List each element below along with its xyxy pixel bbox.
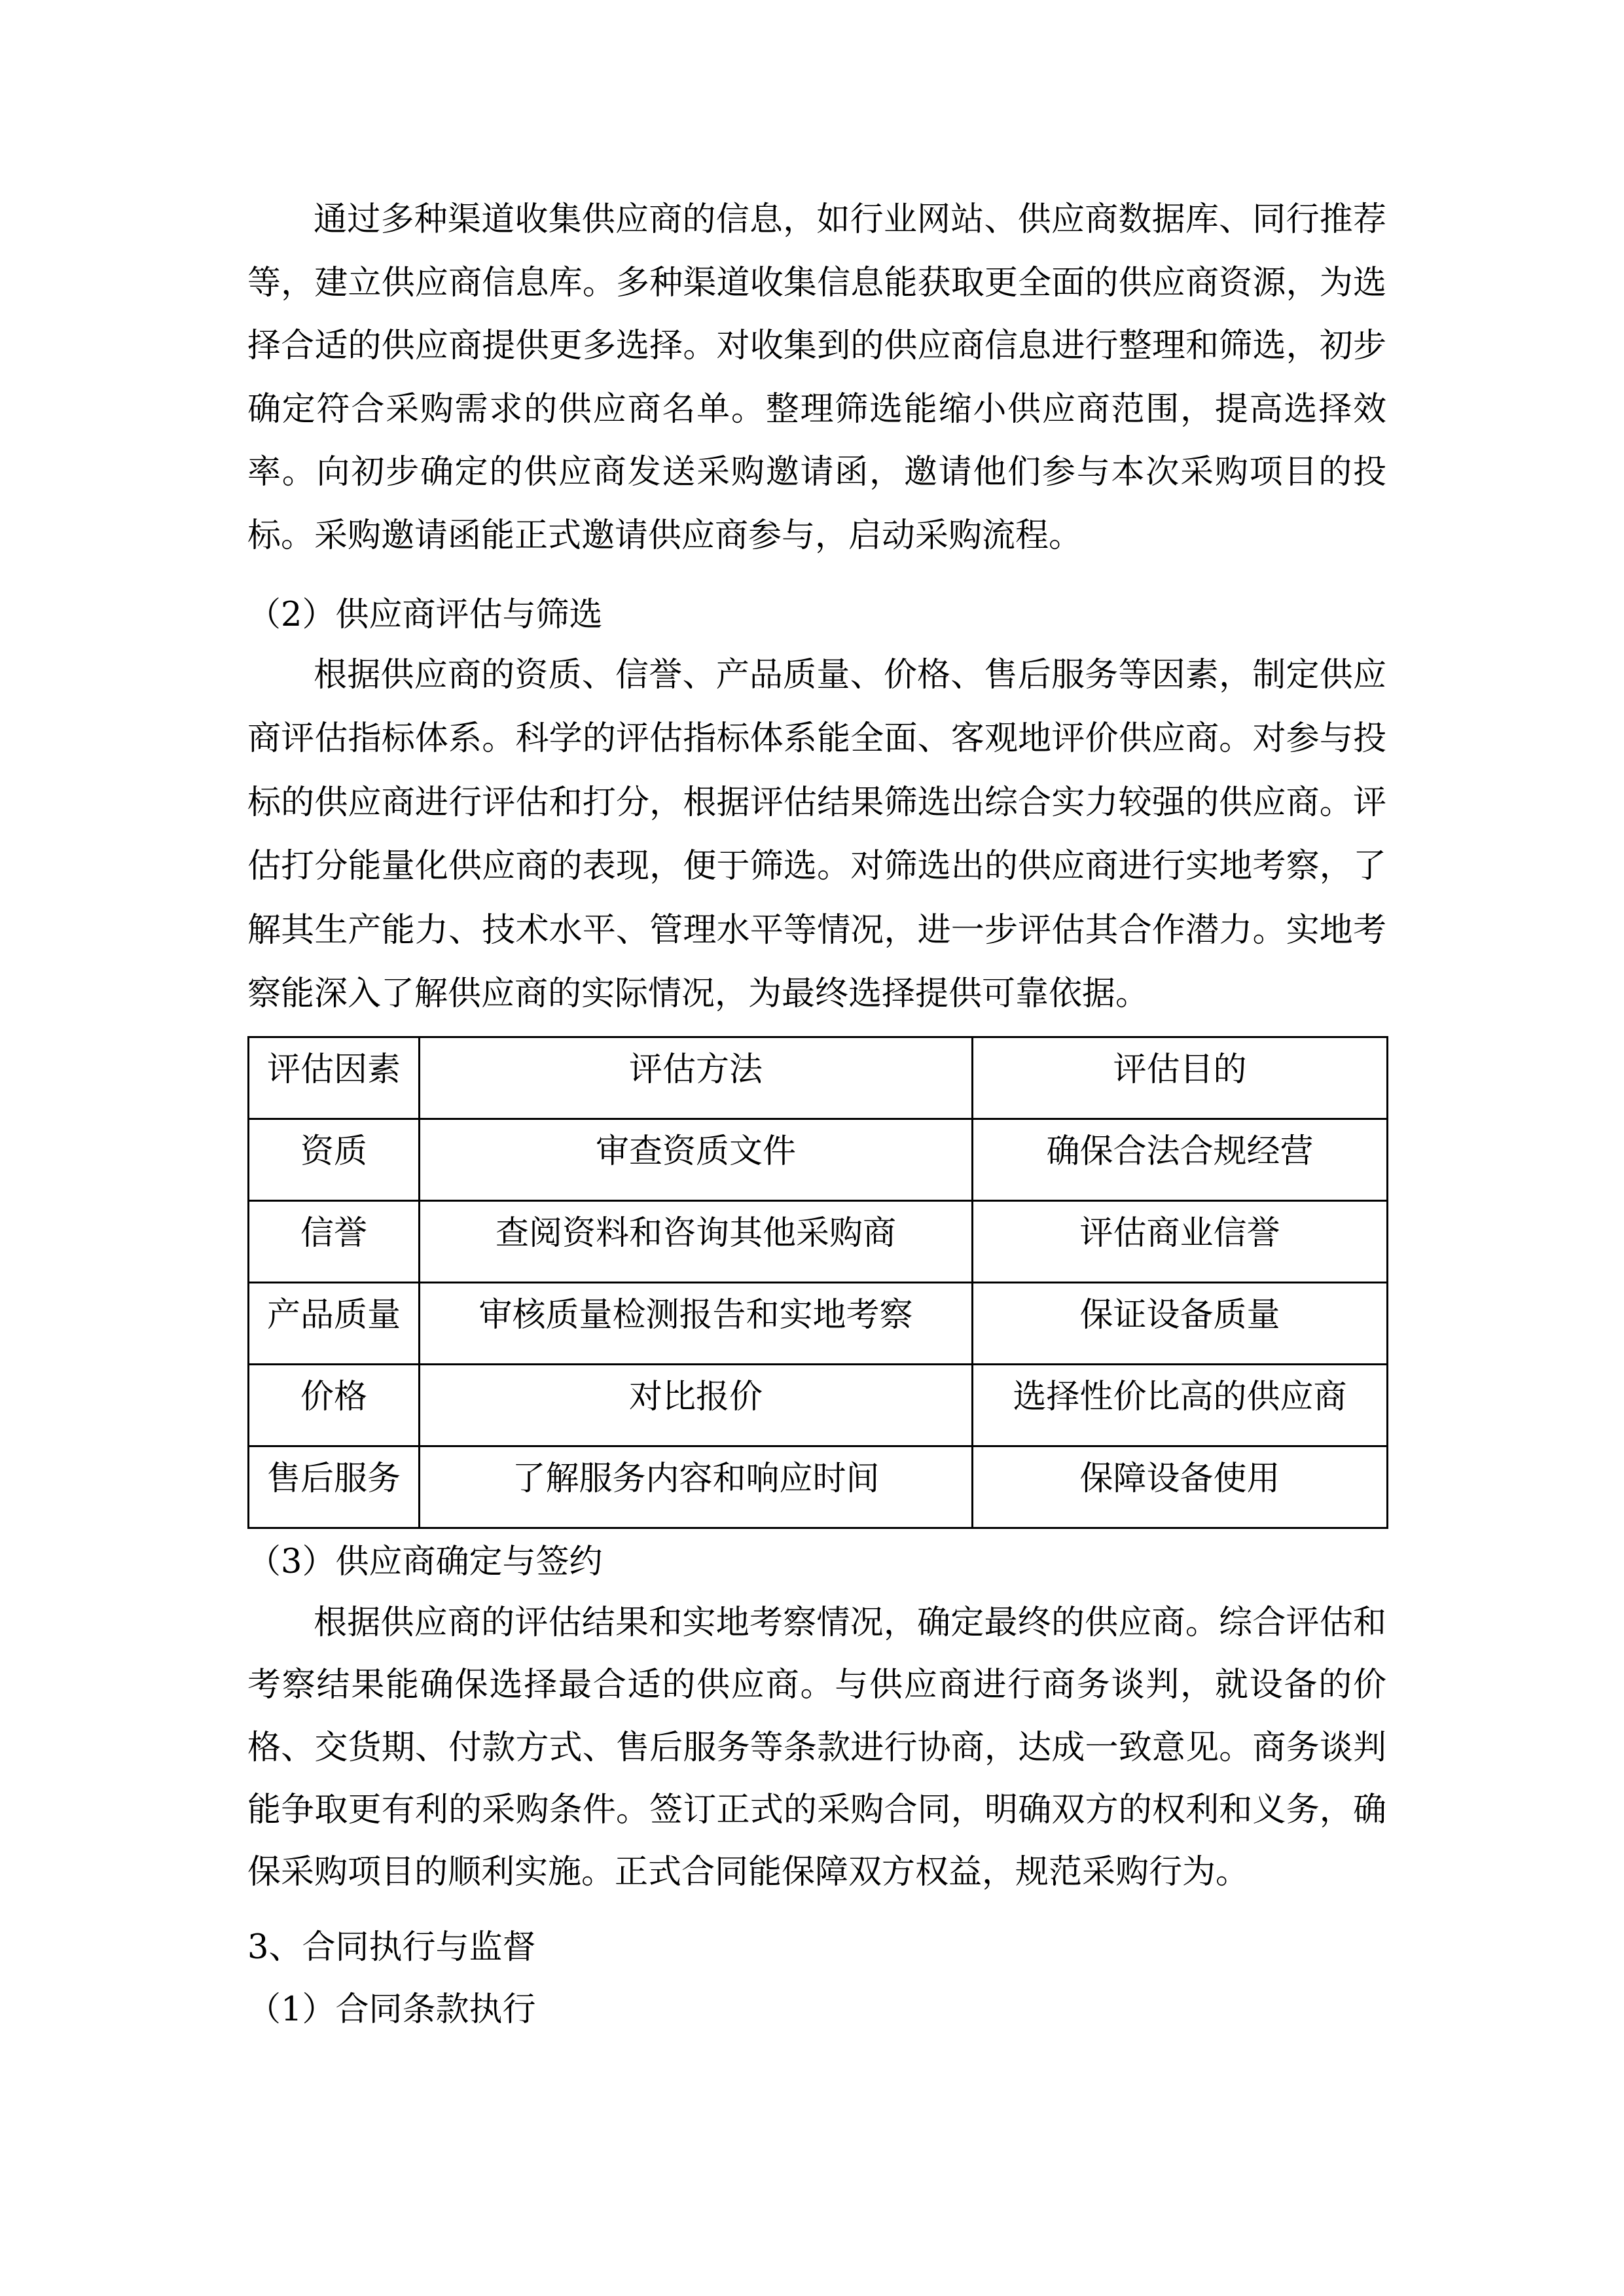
table-cell: 资质: [249, 1119, 420, 1201]
table-cell: 保障设备使用: [973, 1446, 1388, 1528]
text-line: 解其生产能力、技术水平、管理水平等情况，进一步评估其合作潜力。实地考: [247, 910, 1386, 950]
table-header-cell: 评估方法: [420, 1037, 973, 1119]
table-row: [249, 1446, 1388, 1528]
section-title-contract-execution: 3、合同执行与监督: [247, 1928, 536, 1967]
paragraph-supplier-collection: [247, 188, 1386, 568]
subsection-title-contract-terms: （1）合同条款执行: [247, 1990, 536, 2029]
text-line: 商评估指标体系。科学的评估指标体系能全面、客观地评价供应商。对参与投: [247, 719, 1386, 759]
table-cell: 评估商业信誉: [973, 1201, 1388, 1283]
paragraph-supplier-signing: [247, 1592, 1386, 1903]
text-line: 确定符合采购需求的供应商名单。整理筛选能缩小供应商范围，提高选择效: [247, 389, 1386, 429]
text-line: 根据供应商的评估结果和实地考察情况，确定最终的供应商。综合评估和: [314, 1604, 1386, 1642]
text-line: 察能深入了解供应商的实际情况，为最终选择提供可靠依据。: [247, 974, 1149, 1013]
text-line: 考察结果能确保选择最合适的供应商。与供应商进行商务谈判，就设备的价: [247, 1666, 1386, 1705]
evaluation-table: [247, 1036, 1388, 1529]
table-header-cell: 评估因素: [249, 1037, 420, 1119]
text-line: 率。向初步确定的供应商发送采购邀请函，邀请他们参与本次采购项目的投: [247, 453, 1386, 492]
table-cell: 价格: [249, 1365, 420, 1446]
text-line: 标的供应商进行评估和打分，根据评估结果筛选出综合实力较强的供应商。评: [247, 783, 1386, 822]
text-line: 估打分能量化供应商的表现，便于筛选。对筛选出的供应商进行实地考察，了: [247, 847, 1386, 886]
table-cell: 审查资质文件: [420, 1119, 973, 1201]
table-cell: 选择性价比高的供应商: [973, 1365, 1388, 1446]
paragraph-supplier-evaluation: [247, 643, 1386, 1026]
table-cell: 确保合法合规经营: [973, 1119, 1388, 1201]
text-line: 能争取更有利的采购条件。签订正式的采购合同，明确双方的权利和义务，确: [247, 1790, 1386, 1829]
table-cell: 了解服务内容和响应时间: [420, 1446, 973, 1528]
table-cell: 对比报价: [420, 1365, 973, 1446]
table-row: [249, 1283, 1388, 1365]
text-line: 择合适的供应商提供更多选择。对收集到的供应商信息进行整理和筛选，初步: [247, 327, 1386, 366]
table-cell: 售后服务: [249, 1446, 420, 1528]
table-header-row: [249, 1037, 1388, 1119]
table-header-cell: 评估目的: [973, 1037, 1388, 1119]
heading-supplier-signing: （3）供应商确定与签约: [247, 1543, 603, 1581]
text-line: 保采购项目的顺利实施。正式合同能保障双方权益，规范采购行为。: [247, 1853, 1250, 1892]
table-row: [249, 1201, 1388, 1283]
table-row: [249, 1365, 1388, 1446]
text-line: 等，建立供应商信息库。多种渠道收集信息能获取更全面的供应商资源，为选: [247, 263, 1386, 302]
text-line: 通过多种渠道收集供应商的信息，如行业网站、供应商数据库、同行推荐: [314, 200, 1386, 239]
table-cell: 审核质量检测报告和实地考察: [420, 1283, 973, 1365]
table-cell: 查阅资料和咨询其他采购商: [420, 1201, 973, 1283]
table-cell: 信誉: [249, 1201, 420, 1283]
table-cell: 保证设备质量: [973, 1283, 1388, 1365]
text-line: 格、交货期、付款方式、售后服务等条款进行协商，达成一致意见。商务谈判: [247, 1728, 1386, 1767]
text-line: 标。采购邀请函能正式邀请供应商参与，启动采购流程。: [247, 516, 1083, 555]
table-row: [249, 1119, 1388, 1201]
table-cell: 产品质量: [249, 1283, 420, 1365]
text-line: 根据供应商的资质、信誉、产品质量、价格、售后服务等因素，制定供应: [314, 656, 1386, 694]
heading-supplier-evaluation: （2）供应商评估与筛选: [247, 596, 603, 634]
